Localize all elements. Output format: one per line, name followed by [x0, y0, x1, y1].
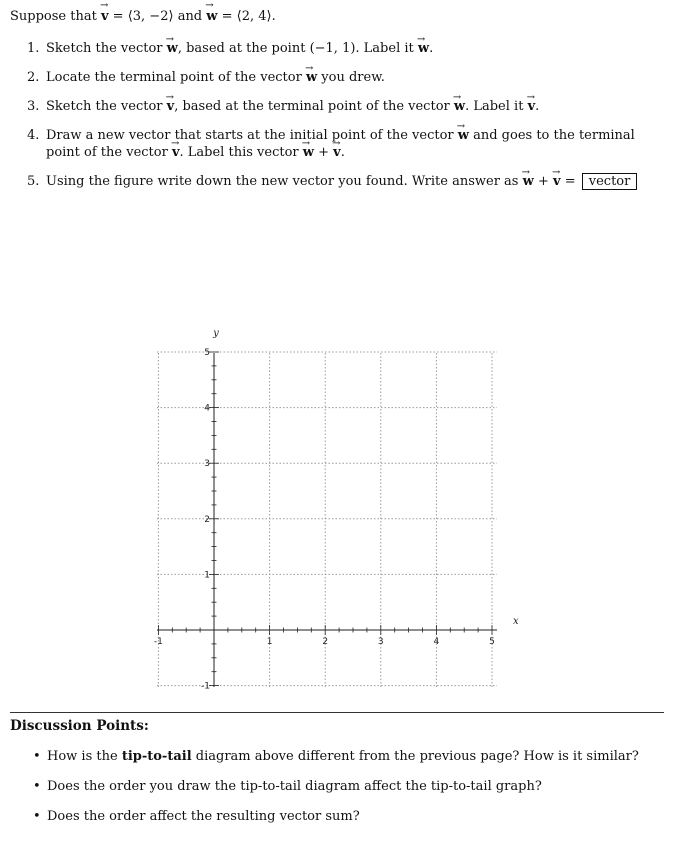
- y-axis-label: y: [213, 328, 219, 339]
- discussion-item: • Does the order affect the resulting vector sum?: [33, 809, 360, 824]
- x-tick-label: 2: [322, 637, 329, 647]
- x-tick-label: 3: [377, 637, 384, 647]
- x-tick-label: 1: [266, 637, 273, 647]
- vector-w-value: = ⟨2, 4⟩.: [221, 9, 276, 24]
- vector-v-value: = ⟨3, −2⟩: [112, 9, 174, 24]
- intro-text: Suppose that: [10, 9, 97, 24]
- vector-w-symbol: → w: [206, 9, 217, 24]
- y-tick-label: 1: [204, 570, 210, 581]
- x-axis-label: x: [513, 616, 519, 627]
- instruction-item: 3. Sketch the vector → v, based at the terminal point of the vector → w. Label it → v.: [27, 98, 672, 115]
- y-tick-label: 4: [204, 403, 210, 414]
- x-tick-label: 5: [489, 637, 495, 647]
- instruction-item: 5. Using the figure write down the new vector you found. Write answer as → w + → v = vector: [27, 173, 672, 190]
- answer-box[interactable]: vector: [582, 173, 638, 190]
- intro-and: and: [177, 9, 203, 24]
- discussion-item: • Does the order you draw the tip-to-tail diagram affect the tip-to-tail graph?: [33, 779, 542, 794]
- discussion-item: • How is the tip-to-tail diagram above different from the previous page? How is it similar?: [33, 749, 639, 764]
- discussion-list: [33, 748, 663, 838]
- section-divider: [10, 712, 664, 713]
- discussion-title: Discussion Points:: [10, 718, 149, 734]
- y-tick-label: -1: [201, 681, 210, 692]
- y-tick-label: 3: [204, 459, 210, 470]
- y-tick-label: 5: [204, 348, 210, 358]
- instruction-item: 2. Locate the terminal point of the vector → w you drew.: [27, 69, 672, 86]
- x-tick-label: 4: [433, 637, 440, 647]
- vector-v-symbol: → v: [101, 9, 109, 24]
- instruction-item: 4. Draw a new vector that starts at the initial point of the vector → w and goes to the terminal point of the vector → v. Label this vector → w + → v.: [27, 127, 672, 161]
- instruction-item: 1. Sketch the vector → w, based at the point (−1, 1). Label it → w.: [27, 40, 672, 57]
- x-tick-label: -1: [153, 637, 163, 647]
- y-tick-label: 2: [204, 514, 210, 525]
